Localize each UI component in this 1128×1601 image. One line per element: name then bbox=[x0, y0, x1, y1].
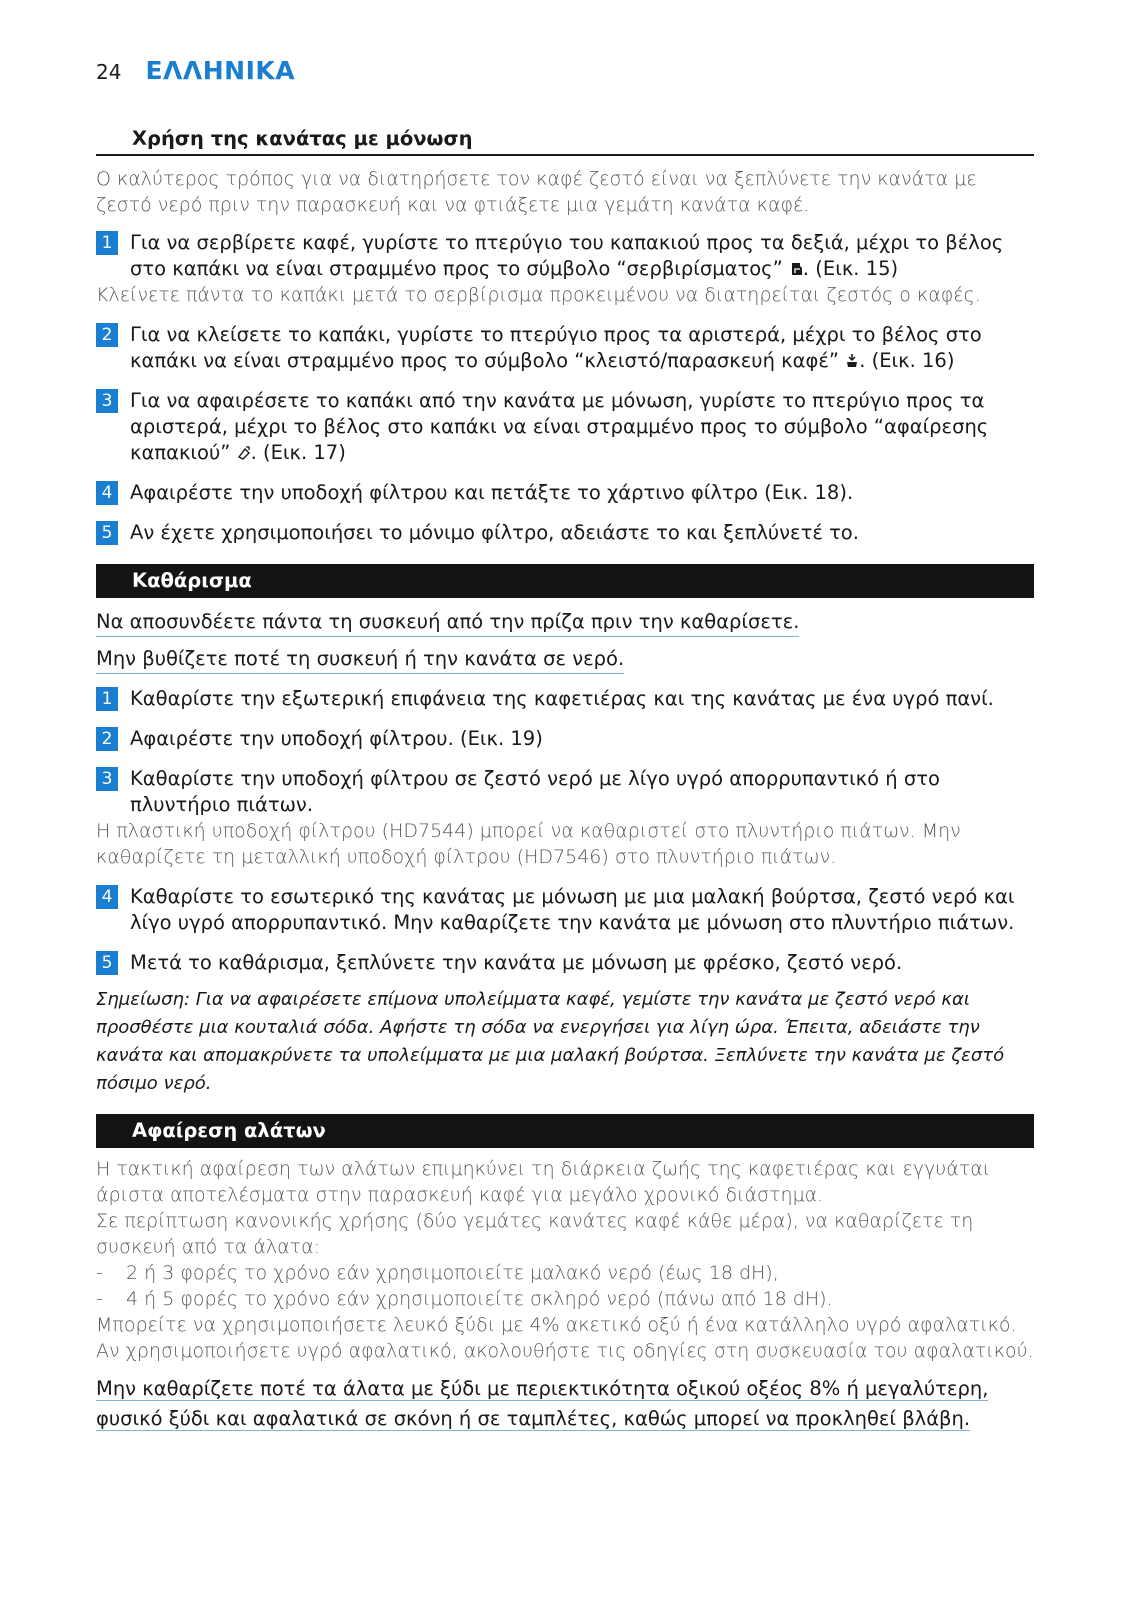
cleaning-step-1 bbox=[96, 686, 1034, 712]
step-text: Μετά το καθάρισμα, ξεπλύνετε την κανάτα με μόνωση με φρέσκο, ζεστό νερό. bbox=[130, 951, 903, 974]
descaling-bullet: - 4 ή 5 φορές το χρόνο εάν χρησιμοποιείτε σκληρό νερό (πάνω από 18 dH). bbox=[96, 1288, 833, 1310]
step-number: 3 bbox=[96, 767, 118, 791]
step-text: Αφαιρέστε την υποδοχή φίλτρου. (Εικ. 19) bbox=[130, 727, 543, 750]
step-number: 1 bbox=[96, 231, 118, 255]
step-text: Για να αφαιρέσετε το καπάκι από την κανάτα με μόνωση, γυρίστε το πτερύγιο προς τα αριστερά, μέχρι το βέλος στο καπάκι να είναι στραμμένο προς το σύμβολο “αφαίρεσης καπακιού” bbox=[130, 389, 989, 464]
insulated-step-3 bbox=[96, 388, 1034, 466]
step-text-end: . (Εικ. 17) bbox=[250, 441, 346, 464]
cleaning-note: Σημείωση: Για να αφαιρέσετε επίμονα υπολείμματα καφέ, γεμίστε την κανάτα με ζεστό νερό και προσθέστε μια κουταλιά σόδα. Αφήστε τη σόδα να ενεργήσει για λίγη ώρα. Έπειτα, αδειάστε την κανάτα και απομακρύνετε τα υπολείμματα με μια μαλακή βούρτσα. Ξεπλύνετε την κανάτα με ζεστό πόσιμο νερό. bbox=[96, 989, 1005, 1094]
descaling-intro: Η τακτική αφαίρεση των αλάτων επιμηκύνει τη διάρκεια ζωής της καφετιέρας και εγγυάται άριστα αποτελέσματα στην παρασκευή καφέ για μεγάλο χρονικό διάστημα. bbox=[96, 1158, 991, 1206]
cleaning-step-3-note: Η πλαστική υποδοχή φίλτρου (HD7544) μπορεί να καθαριστεί στο πλυντήριο πιάτων. Μην καθαρίζετε τη μεταλλική υποδοχή φίλτρου (HD7546) στο πλυντήριο πιάτων. bbox=[96, 820, 961, 868]
step-text: Για να σερβίρετε καφέ, γυρίστε το πτερύγιο του καπακιού προς τα δεξιά, μέχρι το βέλος στο καπάκι να είναι στραμμένο προς το σύμβολο “σερβιρίσματος” bbox=[130, 231, 1004, 280]
step-number: 5 bbox=[96, 951, 118, 975]
step-number: 1 bbox=[96, 687, 118, 711]
step-text: Αν έχετε χρησιμοποιήσει το μόνιμο φίλτρο, αδειάστε το και ξεπλύνετέ το. bbox=[130, 521, 859, 544]
language-heading: ΕΛΛΗΝΙΚΑ bbox=[145, 56, 296, 85]
descaling-vinegar: Μπορείτε να χρησιμοποιήσετε λευκό ξύδι με 4% ακετικό οξύ ή ένα κατάλληλο υγρό αφαλατικό. Αν χρησιμοποιήσετε υγρό αφαλατικό, ακολουθήστε τις οδηγίες στη συσκευασία του αφαλατικού. bbox=[96, 1314, 1034, 1362]
insulated-step-2 bbox=[96, 322, 1034, 374]
step-text-end: . (Εικ. 15) bbox=[802, 257, 899, 280]
cleaning-step-2 bbox=[96, 726, 1034, 752]
step-number: 5 bbox=[96, 521, 118, 545]
insulated-step-1 bbox=[96, 230, 1034, 282]
step-number: 3 bbox=[96, 389, 118, 413]
step-number: 2 bbox=[96, 323, 118, 347]
cleaning-step-4 bbox=[96, 884, 1034, 936]
step-text-end: . (Εικ. 16) bbox=[859, 349, 955, 372]
descaling-usage: Σε περίπτωση κανονικής χρήσης (δύο γεμάτες κανάτες καφέ κάθε μέρα), να καθαρίζετε τη συσκευή από τα άλατα: bbox=[96, 1210, 974, 1258]
step-text: Καθαρίστε την υποδοχή φίλτρου σε ζεστό νερό με λίγο υγρό απορρυπαντικό ή στο πλυντήριο πιάτων. bbox=[130, 767, 940, 816]
step-text: Αφαιρέστε την υποδοχή φίλτρου και πετάξτε το χάρτινο φίλτρο (Εικ. 18). bbox=[130, 481, 854, 504]
cleaning-warning-immerse: Μην βυθίζετε ποτέ τη συσκευή ή την κανάτα σε νερό. bbox=[96, 645, 624, 674]
step-text: Καθαρίστε το εσωτερικό της κανάτας με μόνωση με μια μαλακή βούρτσα, ζεστό νερό και λίγο υγρό απορρυπαντικό. Μην καθαρίζετε την κανάτα με μόνωση στο πλυντήριο πιάτων. bbox=[130, 885, 1015, 934]
dash-marker: - bbox=[96, 1262, 103, 1284]
insulated-jug-intro: Ο καλύτερος τρόπος για να διατηρήσετε τον καφέ ζεστό είναι να ξεπλύνετε την κανάτα με ζεστό νερό πριν την παρασκευή και να φτιάξετε μια γεμάτη κανάτα καφέ. bbox=[96, 168, 977, 216]
step-text: Για να κλείσετε το καπάκι, γυρίστε το πτερύγιο προς τα αριστερά, μέχρι το βέλος στο καπάκι να είναι στραμμένο προς το σύμβολο “κλειστό/παρασκευή καφέ” bbox=[130, 323, 982, 372]
step-number: 4 bbox=[96, 481, 118, 505]
insulated-jug-title: Χρήση της κανάτας με μόνωση bbox=[96, 126, 1034, 156]
insulated-step-5 bbox=[96, 520, 1034, 546]
descaling-bullet: - 2 ή 3 φορές το χρόνο εάν χρησιμοποιείτε μαλακό νερό (έως 18 dH), bbox=[96, 1262, 779, 1284]
cleaning-title: Καθάρισμα bbox=[96, 564, 1034, 598]
cleaning-warning-unplug: Να αποσυνδέετε πάντα τη συσκευή από την πρίζα πριν την καθαρίσετε. bbox=[96, 608, 799, 637]
dash-marker: - bbox=[96, 1288, 103, 1310]
descaling-warning: Μην καθαρίζετε ποτέ τα άλατα με ξύδι με περιεκτικότητα οξικού οξέος 8% ή μεγαλύτερη, φυσικό ξύδι και αφαλατικά σε σκόνη ή σε ταμπλέτες, καθώς μπορεί να προκληθεί βλάβη. bbox=[96, 1377, 989, 1430]
remove-lid-symbol-icon bbox=[237, 445, 251, 461]
insulated-step-1-note: Κλείνετε πάντα το καπάκι μετά το σερβίρισμα προκειμένου να διατηρείται ζεστός ο καφές. bbox=[96, 284, 981, 306]
page-header bbox=[96, 56, 295, 85]
descaling-title: Αφαίρεση αλάτων bbox=[96, 1114, 1034, 1148]
page-number: 24 bbox=[96, 60, 122, 84]
cleaning-step-5 bbox=[96, 950, 1034, 976]
step-text: Καθαρίστε την εξωτερική επιφάνεια της καφετιέρας και της κανάτας με ένα υγρό πανί. bbox=[130, 687, 994, 710]
pour-symbol-icon bbox=[789, 261, 803, 277]
insulated-jug-section bbox=[96, 126, 1034, 1434]
step-number: 4 bbox=[96, 885, 118, 909]
insulated-step-4 bbox=[96, 480, 1034, 506]
step-number: 2 bbox=[96, 727, 118, 751]
brew-symbol-icon bbox=[845, 353, 859, 369]
cleaning-step-3 bbox=[96, 766, 1034, 818]
